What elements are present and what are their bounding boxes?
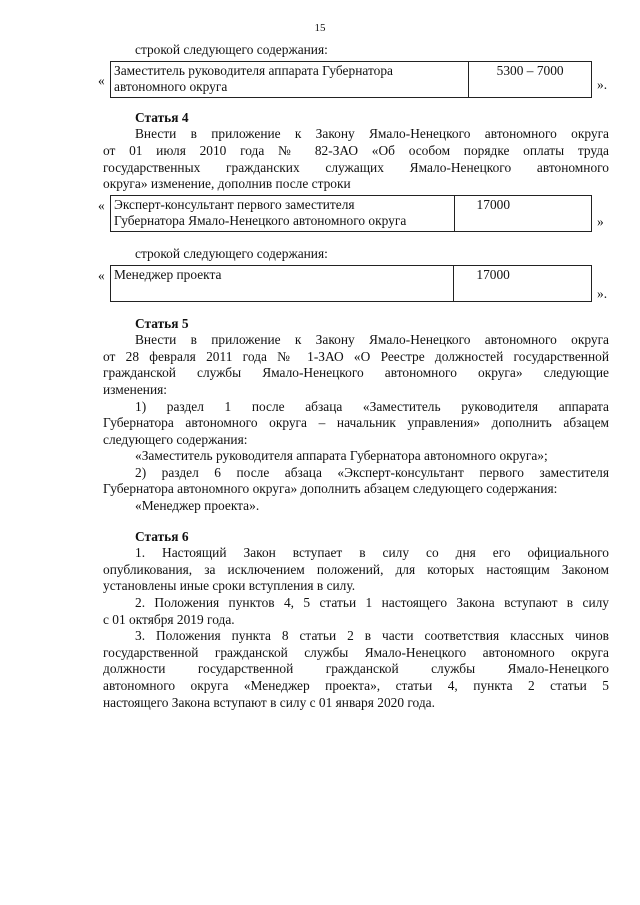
article4-line3: государственных гражданских служащих Ямало-Ненецкого автономного [103, 159, 609, 175]
article5-item2-line1: 2) раздел 6 после абзаца «Эксперт-консультант первого заместителя [135, 464, 609, 480]
article6-p3-line3: должности государственной гражданской службы Ямало-Ненецкого [103, 661, 609, 677]
article5-item1-line2: Губернатора автономного округа – начальник управления» дополнить абзацем [103, 415, 609, 431]
article5-heading: Статья 5 [135, 315, 189, 331]
table-a-row [98, 195, 609, 232]
table-a-salary-cell: 17000 [454, 195, 591, 231]
article5-line1: Внести в приложение к Закону Ямало-Ненецкого автономного округа [135, 332, 609, 348]
table1-position-cell [111, 61, 469, 97]
table1-close-quote: ». [597, 76, 608, 92]
article5-item1-line1: 1) раздел 1 после абзаца «Заместитель руководителя аппарата [135, 398, 609, 414]
article4-line2: от 01 июля 2010 года № 82-ЗАО «Об особом порядке оплаты труда [103, 142, 609, 158]
article4-heading: Статья 4 [135, 109, 189, 125]
article6-p2-line1: 2. Положения пунктов 4, 5 статьи 1 настоящего Закона вступают в силу [135, 595, 609, 611]
table1-salary-cell: 5300 – 7000 [469, 61, 592, 97]
article5-item1-quote: «Заместитель руководителя аппарата Губернатора автономного округа»; [135, 448, 548, 464]
table1-position-line2: автономного округа [114, 79, 228, 95]
page-number: 15 [314, 22, 326, 34]
article6-p1-line2: опубликования, за исключением положений, для которых настоящим Законом [103, 561, 609, 577]
table1-open-quote: « [98, 72, 105, 88]
article4-line4: округа» изменение, дополнив после строки [103, 176, 351, 192]
article6-p1-line1: 1. Настоящий Закон вступает в силу со дня его официального [135, 545, 609, 561]
article4-between: строкой следующего содержания: [135, 245, 328, 261]
article4-line1: Внести в приложение к Закону Ямало-Ненецкого автономного округа [135, 126, 609, 142]
table-a-position-line1: Эксперт-консультант первого заместителя [114, 196, 355, 212]
table-b-close-quote: ». [597, 285, 608, 301]
article6-p2-line2: с 01 октября 2019 года. [103, 611, 235, 627]
article6-p3-line5: настоящего Закона вступают в силу с 01 января 2020 года. [103, 694, 435, 710]
table-b-row [98, 265, 609, 302]
table-b-salary-cell: 17000 [454, 265, 592, 301]
table-b-position-cell: Менеджер проекта [111, 265, 454, 301]
table-b-open-quote: « [98, 267, 105, 283]
table-a-position-cell [111, 195, 455, 231]
article6-p3-line2: государственной гражданской службы Ямало-Ненецкого автономного округа [103, 644, 609, 660]
article6-p3-line4: автономного округа «Менеджер проекта», статьи 4, пункта 2 статьи 5 [103, 678, 609, 693]
article6-heading: Статья 6 [135, 528, 189, 544]
table-a-position-line2: Губернатора Ямало-Ненецкого автономного округа [114, 213, 407, 229]
table1 [110, 61, 592, 98]
article5-line2: от 28 февраля 2011 года № 1-ЗАО «О Реестре должностей государственной [103, 348, 609, 364]
document-body [98, 42, 609, 711]
table-a [110, 195, 592, 232]
article5-item1-line3: следующего содержания: [103, 431, 248, 447]
intro-line: строкой следующего содержания: [135, 42, 328, 57]
table1-position-line1: Заместитель руководителя аппарата Губернатора [114, 62, 393, 78]
article5-item2-line2: Губернатора автономного округа» дополнить абзацем следующего содержания: [103, 481, 558, 497]
article5-item2-quote: «Менеджер проекта». [135, 498, 260, 514]
article6-p3-line1: 3. Положения пункта 8 статьи 2 в части соответствия классных чинов [135, 628, 609, 644]
table-a-close-quote: » [597, 213, 604, 229]
table-a-open-quote: « [98, 197, 105, 213]
table-b [110, 265, 592, 302]
article5-line4: изменения: [103, 381, 168, 397]
article5-line3: гражданской службы Ямало-Ненецкого автономного округа» следующие [103, 365, 609, 381]
table1-row [98, 61, 609, 98]
article6-p1-line3: установлены иные сроки вступления в силу. [103, 578, 356, 594]
